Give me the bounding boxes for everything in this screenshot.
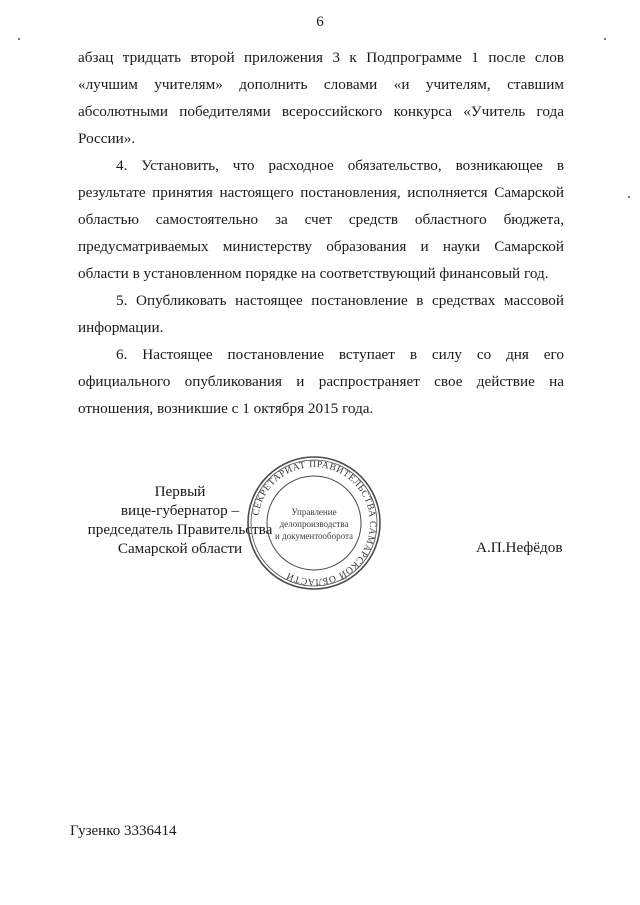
executor-line: Гузенко 3336414 xyxy=(70,823,177,839)
scan-speck xyxy=(628,196,630,198)
paragraph-item-6: 6. Настоящее постановление вступает в силу со дня его официального опубликования и распространяет свое действие на отношения, возникшие с 1 октября 2015 года. xyxy=(78,346,564,417)
signer-position-line: вице-губернатор – xyxy=(120,502,240,519)
paragraph-continuation: абзац тридцать второй приложения 3 к Подпрограмме 1 после слов «лучшим учителям» дополнить словами «и учителям, ставшим абсолютными победителями всероссийского конкурса «Учитель года России». xyxy=(78,49,564,147)
stamp-center-line: делопроизводства xyxy=(279,519,349,529)
paragraph-item-4: 4. Установить, что расходное обязательство, возникающее в результате принятия настоящего постановления, исполняется Самарской областью самостоятельно за счет средств областного бюджета, предусматриваемых министерству образования и науки Самарской области в установленном порядке на соответствующий финансовый год. xyxy=(78,157,564,282)
signer-name: А.П.Нефёдов xyxy=(476,539,563,556)
signer-position-line: Самарской области xyxy=(117,540,243,557)
stamp-center-line: и документооборота xyxy=(274,531,354,541)
paragraph-item-5: 5. Опубликовать настоящее постановление в средствах массовой информации. xyxy=(78,292,564,336)
signer-position-line: Первый xyxy=(154,483,206,500)
stamp-center-line: Управление xyxy=(291,507,337,517)
scan-speck xyxy=(604,38,606,40)
body-text xyxy=(78,44,564,422)
page-number: 6 xyxy=(316,14,324,30)
signer-position-line: председатель Правительства xyxy=(87,521,273,538)
stamp-ring-text: СЕКРЕТАРИАТ ПРАВИТЕЛЬСТВА САМАРСКОЙ ОБЛАСТИ xyxy=(250,458,379,588)
scan-speck xyxy=(18,38,20,40)
official-stamp xyxy=(244,453,384,593)
